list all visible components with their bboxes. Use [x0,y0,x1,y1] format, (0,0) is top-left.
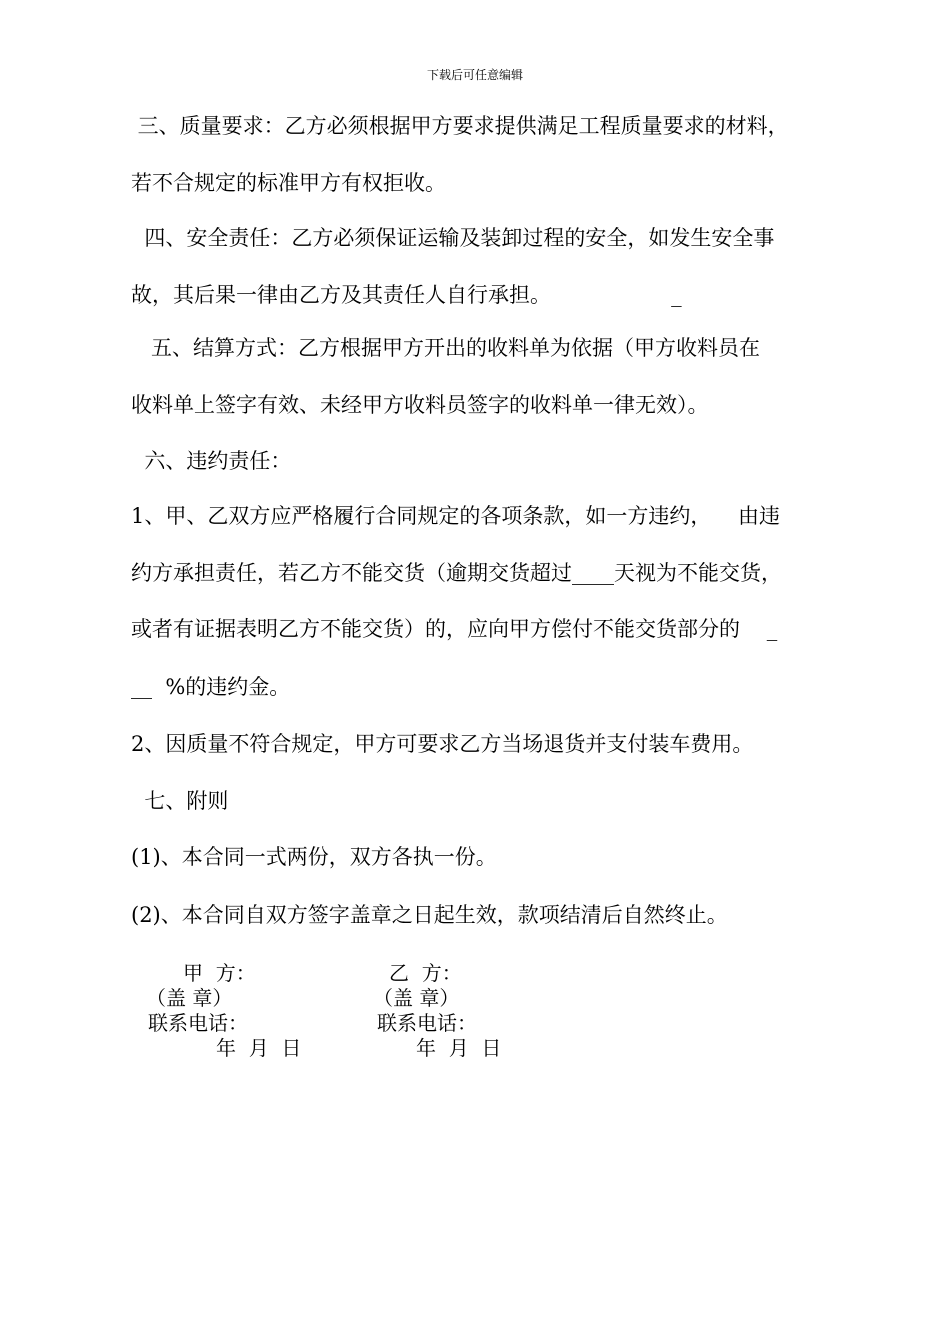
body-line: (1)、本合同一式两份，双方各执一份。 [131,845,497,869]
party-a-phone: 联系电话： [148,1011,248,1035]
party-b-label: 乙 方： [389,961,462,985]
body-line: 故，其后果一律由乙方及其责任人自行承担。 _ [131,283,682,307]
body-line: 若不合规定的标准甲方有权拒收。 [131,171,446,195]
party-b-date: 年 月 日 [416,1036,502,1060]
party-a-date: 年 月 日 [216,1036,302,1060]
party-b-phone: 联系电话： [377,1011,477,1035]
body-line: 或者有证据表明乙方不能交货）的，应向甲方偿付不能交货部分的 _ [131,617,778,641]
body-line: 2、因质量不符合规定，甲方可要求乙方当场退货并支付装车费用。 [131,732,754,756]
body-line: (2)、本合同自双方签字盖章之日起生效，款项结清后自然终止。 [131,903,728,927]
body-line: 四、安全责任：乙方必须保证运输及装卸过程的安全，如发生安全事 [131,226,775,250]
party-b-seal: （盖 章） [373,986,460,1010]
body-line: 1、甲、乙双方应严格履行合同规定的各项条款，如一方违约， 由违 [131,504,781,528]
body-line: 七、附则 [131,789,229,813]
party-a-seal: （盖 章） [146,986,233,1010]
body-line: 六、违约责任： [131,449,292,473]
body-line: 约方承担责任，若乙方不能交货（逾期交货超过____天视为不能交货， [131,561,782,585]
party-a-label: 甲 方： [183,961,256,985]
header-note: 下载后可任意编辑 [426,68,523,82]
body-line: 三、质量要求：乙方必须根据甲方要求提供满足工程质量要求的材料， [131,114,789,138]
body-line: 收料单上签字有效、未经甲方收料员签字的收料单一律无效）。 [131,393,709,417]
body-line: __ %的违约金。 [131,675,291,699]
body-line: 五、结算方式：乙方根据甲方开出的收料单为依据（甲方收料员在 [131,336,761,360]
